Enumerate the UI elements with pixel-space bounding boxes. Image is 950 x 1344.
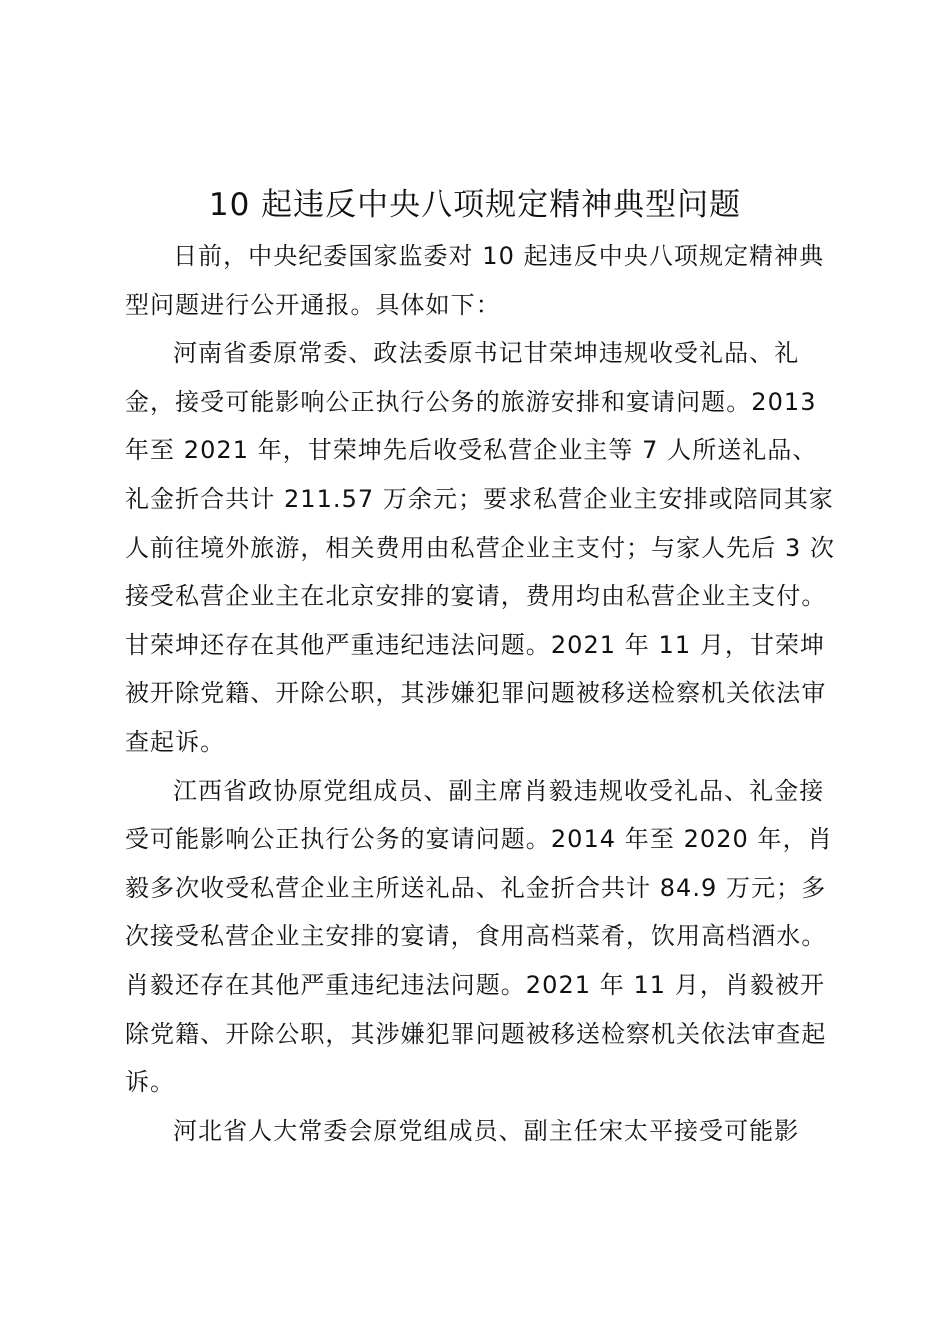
document-body	[125, 232, 837, 1155]
paragraph-case-song-taiping: 河北省人大常委会原党组成员、副主任宋太平接受可能影	[173, 1116, 800, 1145]
paragraph-case-gan-rongkun: 河南省委原常委、政法委原书记甘荣坤违规收受礼品、礼金，接受可能影响公正执行公务的旅游安排和宴请问题。2013 年至 2021 年，甘荣坤先后收受私营企业主等 7 人所送礼品、礼金折合共计 211.57 万余元；要求私营企业主安排或陪同其家人前往境外旅游，相关费用由私营企业主支付；与家人先后 3 次接受私营企业主在北京安排的宴请，费用均由私营企业主支付。甘荣坤还存在其他严重违纪违法问题。2021 年 11 月，甘荣坤被开除党籍、开除公职，其涉嫌犯罪问题被移送检察机关依法审查起诉。	[125, 339, 836, 756]
paragraph-intro: 日前，中央纪委国家监委对 10 起违反中央八项规定精神典型问题进行公开通报。具体如下：	[125, 242, 825, 319]
paragraph-case-xiao-yi: 江西省政协原党组成员、副主席肖毅违规收受礼品、礼金接受可能影响公正执行公务的宴请问题。2014 年至 2020 年，肖毅多次收受私营企业主所送礼品、礼金折合共计 84.9 万元；多次接受私营企业主安排的宴请，食用高档菜肴，饮用高档酒水。肖毅还存在其他严重违纪违法问题。2021 年 11 月，肖毅被开除党籍、开除公职，其涉嫌犯罪问题被移送检察机关依法审查起诉。	[125, 776, 833, 1097]
document-title: 10 起违反中央八项规定精神典型问题	[208, 187, 742, 223]
